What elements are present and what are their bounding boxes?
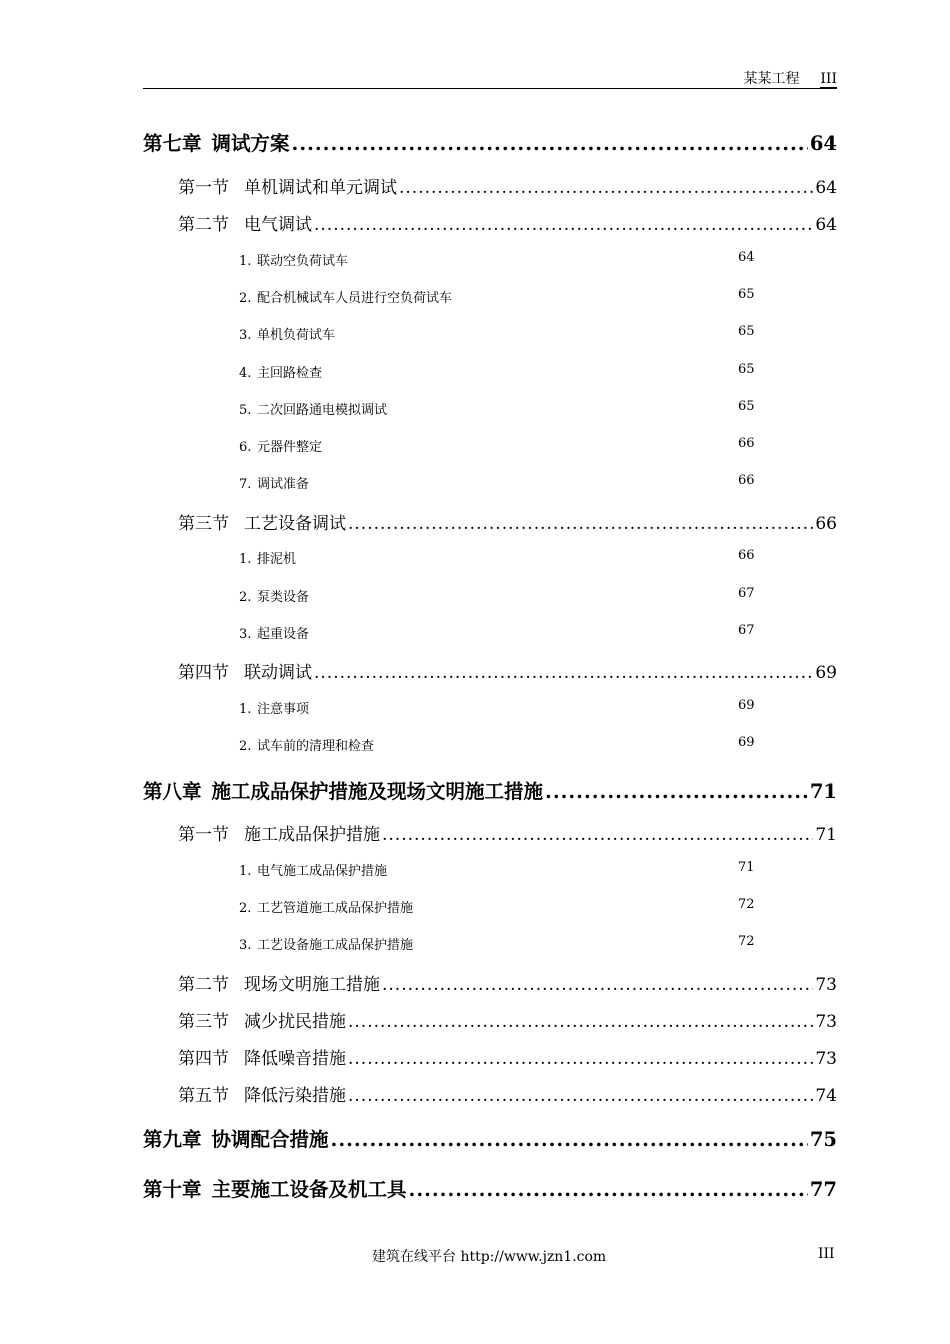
- section-title: 电气调试: [244, 215, 312, 235]
- section-title: 施工成品保护措施: [244, 825, 380, 845]
- item-number: 1.: [239, 552, 252, 567]
- leader-dots: [348, 1012, 813, 1032]
- chapter-title: 协调配合措施: [211, 1128, 329, 1151]
- item-page: 65: [738, 287, 755, 302]
- toc-item[interactable]: [239, 548, 296, 567]
- toc-item[interactable]: [239, 623, 309, 642]
- section-title: 降低噪音措施: [244, 1049, 346, 1069]
- footer-site: 建筑在线平台 http://www.jzn1.com: [372, 1249, 607, 1265]
- item-number: 1.: [239, 864, 252, 879]
- item-page: 65: [738, 399, 755, 414]
- item-title: 起重设备: [257, 627, 310, 642]
- chapter-title: 主要施工设备及机工具: [211, 1178, 407, 1201]
- section-number: 第一节: [178, 825, 229, 845]
- header-rule: [143, 88, 837, 89]
- toc-chapter-7[interactable]: [143, 128, 837, 156]
- item-title: 工艺管道施工成品保护措施: [257, 901, 414, 916]
- toc-section-7-3[interactable]: [178, 509, 837, 534]
- chapter-page: 71: [809, 780, 837, 803]
- chapter-number: 第七章: [143, 132, 202, 155]
- item-number: 1.: [239, 254, 252, 269]
- toc-item[interactable]: [239, 934, 413, 953]
- section-number: 第三节: [178, 1012, 229, 1032]
- item-title: 单机负荷试车: [257, 328, 336, 343]
- toc-item[interactable]: [239, 362, 322, 381]
- item-page: 71: [738, 860, 755, 875]
- leader-dots: [314, 215, 813, 235]
- leader-dots: [314, 663, 813, 683]
- chapter-page: 64: [809, 132, 837, 155]
- item-title: 注意事项: [257, 702, 310, 717]
- item-number: 2.: [239, 739, 252, 754]
- section-page: 66: [815, 514, 837, 534]
- footer-page-number: III: [818, 1246, 835, 1262]
- section-number: 第三节: [178, 514, 229, 534]
- item-title: 工艺设备施工成品保护措施: [257, 938, 414, 953]
- toc-section-7-1[interactable]: [178, 173, 837, 198]
- toc-section-8-3[interactable]: [178, 1007, 837, 1032]
- leader-dots: [409, 1178, 808, 1201]
- item-number: 3.: [239, 938, 252, 953]
- item-page: 72: [738, 897, 755, 912]
- item-number: 1.: [239, 702, 252, 717]
- toc-section-8-4[interactable]: [178, 1044, 837, 1069]
- item-title: 泵类设备: [257, 590, 310, 605]
- toc-section-7-2[interactable]: [178, 210, 837, 235]
- item-title: 电气施工成品保护措施: [257, 864, 388, 879]
- leader-dots: [292, 132, 808, 155]
- item-page: 69: [738, 698, 755, 713]
- item-page: 67: [738, 586, 755, 601]
- leader-dots: [382, 825, 813, 845]
- item-page: 66: [738, 473, 755, 488]
- toc-item[interactable]: [239, 897, 413, 916]
- leader-dots: [348, 1086, 813, 1106]
- chapter-title: 施工成品保护措施及现场文明施工措施: [211, 780, 544, 803]
- section-page: 64: [815, 215, 837, 235]
- section-title: 单机调试和单元调试: [244, 178, 397, 198]
- toc-item[interactable]: [239, 436, 322, 455]
- item-number: 3.: [239, 328, 252, 343]
- toc-item[interactable]: [239, 698, 309, 717]
- item-title: 主回路检查: [257, 366, 323, 381]
- leader-dots: [348, 514, 813, 534]
- section-title: 降低污染措施: [244, 1086, 346, 1106]
- item-page: 66: [738, 436, 755, 451]
- section-number: 第二节: [178, 215, 229, 235]
- chapter-number: 第九章: [143, 1128, 202, 1151]
- toc-item[interactable]: [239, 473, 309, 492]
- section-title: 工艺设备调试: [244, 514, 346, 534]
- item-title: 试车前的清理和检查: [257, 739, 375, 754]
- item-title: 排泥机: [257, 552, 297, 567]
- section-number: 第四节: [178, 1049, 229, 1069]
- toc-item[interactable]: [239, 399, 387, 418]
- item-title: 元器件整定: [257, 440, 323, 455]
- item-number: 5.: [239, 403, 252, 418]
- item-title: 配合机械试车人员进行空负荷试车: [257, 291, 453, 306]
- toc-chapter-8[interactable]: [143, 776, 837, 804]
- leader-dots: [331, 1128, 808, 1151]
- section-page: 69: [815, 663, 837, 683]
- item-title: 调试准备: [257, 477, 310, 492]
- chapter-number: 第十章: [143, 1178, 202, 1201]
- section-title: 减少扰民措施: [244, 1012, 346, 1032]
- toc-item[interactable]: [239, 250, 348, 269]
- chapter-page: 77: [809, 1178, 837, 1201]
- chapter-title: 调试方案: [211, 132, 290, 155]
- toc-section-8-1[interactable]: [178, 820, 837, 845]
- toc-chapter-10[interactable]: [143, 1174, 837, 1202]
- item-number: 2.: [239, 590, 252, 605]
- item-number: 2.: [239, 901, 252, 916]
- chapter-number: 第八章: [143, 780, 202, 803]
- toc-item[interactable]: [239, 860, 387, 879]
- section-page: 71: [815, 825, 837, 845]
- section-number: 第四节: [178, 663, 229, 683]
- leader-dots: [399, 178, 813, 198]
- item-number: 3.: [239, 627, 252, 642]
- item-title: 联动空负荷试车: [257, 254, 349, 269]
- item-page: 66: [738, 548, 755, 563]
- item-number: 6.: [239, 440, 252, 455]
- toc-section-8-2[interactable]: [178, 970, 837, 995]
- section-title: 现场文明施工措施: [244, 975, 380, 995]
- section-page: 74: [815, 1086, 837, 1106]
- toc-item[interactable]: [239, 324, 335, 343]
- chapter-page: 75: [809, 1128, 837, 1151]
- item-page: 69: [738, 735, 755, 750]
- section-number: 第五节: [178, 1086, 229, 1106]
- leader-dots: [545, 780, 808, 803]
- section-page: 73: [815, 975, 837, 995]
- item-page: 67: [738, 623, 755, 638]
- item-number: 7.: [239, 477, 252, 492]
- item-page: 64: [738, 250, 755, 265]
- leader-dots: [348, 1049, 813, 1069]
- item-number: 2.: [239, 291, 252, 306]
- item-title: 二次回路通电模拟调试: [257, 403, 388, 418]
- header-page-number: III: [820, 71, 837, 87]
- section-number: 第二节: [178, 975, 229, 995]
- toc-item[interactable]: [239, 287, 452, 306]
- item-page: 65: [738, 324, 755, 339]
- toc-item[interactable]: [239, 735, 374, 754]
- toc-section-7-4[interactable]: [178, 658, 837, 683]
- header-title: 某某工程: [743, 71, 800, 87]
- section-page: 64: [815, 178, 837, 198]
- section-title: 联动调试: [244, 663, 312, 683]
- toc-item[interactable]: [239, 586, 309, 605]
- section-number: 第一节: [178, 178, 229, 198]
- item-page: 65: [738, 362, 755, 377]
- header-text: [744, 68, 838, 88]
- toc-chapter-9[interactable]: [143, 1124, 837, 1152]
- leader-dots: [382, 975, 813, 995]
- item-page: 72: [738, 934, 755, 949]
- section-page: 73: [815, 1049, 837, 1069]
- toc-section-8-5[interactable]: [178, 1081, 837, 1106]
- item-number: 4.: [239, 366, 252, 381]
- section-page: 73: [815, 1012, 837, 1032]
